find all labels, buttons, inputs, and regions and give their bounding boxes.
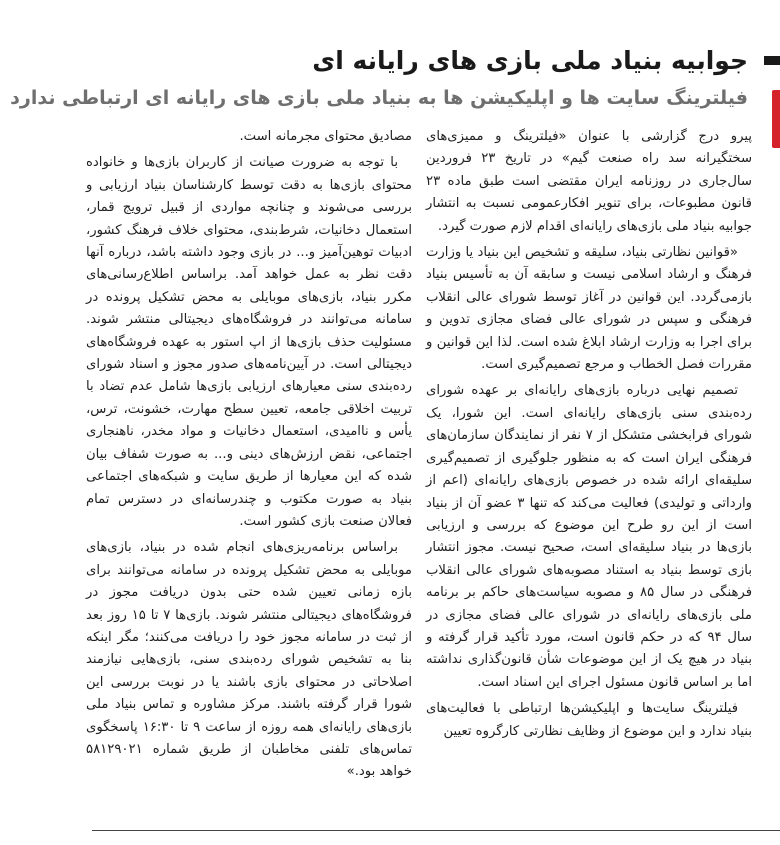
paragraph: فیلترینگ سایت‌ها و اپلیکیشن‌ها ارتباطی با فعالیت‌های بنیاد ندارد و این موضوع از وظایف نظارتی کارگروه تعیین — [426, 701, 752, 739]
paragraph: براساس برنامه‌ریزی‌های انجام شده در بنیاد، بازی‌های موبایلی به محض تشکیل پرونده در سامانه می‌توانند برای بازه زمانی تعیین شده حتی بدون دریافت مجوز در فروشگاه‌های دیجیتالی منتشر شوند. بازی‌ها ۷ تا ۱۵ روز بعد از ثبت در سامانه مجوز خود را دریافت می‌کنند؛ مگر اینکه بنا به تشخیص شورای رده‌بندی سنی، بازی‌هایی نیازمند اصلاحاتی در محتوای بازی باشند یا در نوبت بررسی این شورا قرار گرفته باشند. مرکز مشاوره و تماس بنیاد ملی بازی‌های رایانه‌ای همه روزه از ساعت ۹ تا ۱۶:۳۰ پاسخگوی تماس‌های تلفنی مخاطبان از طریق شماره ۵۸۱۲۹۰۲۱ خواهد بود.» — [86, 540, 412, 780]
paragraph: تصمیم نهایی درباره بازی‌های رایانه‌ای بر عهده شورای رده‌بندی سنی بازی‌های رایانه‌ای است. این شورا، یک شورای فرابخشی متشکل از ۷ نفر از نمایندگان سازمان‌های فرهنگی ایران است که به منظور جلوگیری از تصمیم‌گیری سلیقه‌ای ارائه شده در خصوص بازی‌های رایانه‌ای (اعم از وارداتی و تولیدی) فعالیت می‌کند که تنها ۳ عضو آن از بنیاد است از این رو طرح این موضوع که بررسی و ارزیابی بازی‌ها در بنیاد سلیقه‌ای است، صحیح نیست. مجوز انتشار بازی توسط بنیاد به استناد مصوبه‌های شورای عالی انقلاب فرهنگی در سال ۸۵ و مصوبه سیاست‌های حاکم بر برنامه ملی بازی‌های رایانه‌ای در شورای عالی فضای مجازی در سال ۹۴ که در حکم قانون است، مورد تأکید قرار گرفته و بنیاد در هیچ یک از این موضوعات شأن قانون‌گذاری نداشته اما بر اساس قانون مسئول اجرای این اسناد است. — [426, 383, 752, 690]
paragraph: «قوانین نظارتی بنیاد، سلیقه و تشخیص این بنیاد یا وزارت فرهنگ و ارشاد اسلامی نیست و سابقه آن به تأسیس بنیاد بازمی‌گردد. این قوانین در آغاز توسط شورای عالی انقلاب فرهنگی و سپس در شورای عالی فضای مجازی تدوین و برای اجرا به وزارت ارشاد ابلاغ شده است. لذا این قوانین و مقررات فصل الخطاب و مرجع تصمیم‌گیری است. — [426, 245, 752, 373]
article-column-right — [426, 126, 752, 747]
bottom-divider — [92, 830, 780, 831]
article-headline: جوابیه بنیاد ملی بازی های رایانه ای — [312, 46, 748, 75]
article-subheadline: فیلترینگ سایت ها و اپلیکیشن ها به بنیاد ملی بازی های رایانه ای ارتباطی ندارد — [10, 87, 748, 109]
paragraph: پیرو درج گزارشی با عنوان «فیلترینگ و ممیزی‌های سختگیرانه سد راه صنعت گیم» در تاریخ ۲۳ فروردین سال‌جاری در روزنامه ایران مقتضی است طبق ماده ۲۳ قانون مطبوعات، برای تنویر افکارعمومی نسبت به انتشار جوابیه بنیاد ملی بازی‌های رایانه‌ای اقدام لازم صورت گیرد. — [426, 129, 752, 234]
article-column-left — [86, 126, 412, 788]
paragraph: با توجه به ضرورت صیانت از کاربران بازی‌ها و خانواده محتوای بازی‌ها به دقت توسط کارشناسان بنیاد ارزیابی و بررسی می‌شوند و چنانچه مواردی از قبیل ترویج قمار، استعمال دخانیات، شرط‌بندی، محتوای خلاف فرهنگ کشور، ادبیات توهین‌آمیز و... در بازی وجود داشته باشد، درباره آنها دقت نظر به عمل خواهد آمد. براساس اطلاع‌رسانی‌های مکرر بنیاد، بازی‌های موبایلی به محض تشکیل پرونده در سامانه می‌توانند در فروشگاه‌های دیجیتالی منتشر شوند. مسئولیت حذف بازی‌ها از اپ استور به عهده فروشگاه‌های دیجیتالی است. در آیین‌نامه‌های صدور مجوز و اسناد شورای رده‌بندی سنی معیارهای ارزیابی بازی‌ها شامل عدم تضاد با تربیت اخلاقی جامعه، تعیین سطح مهارت، خشونت، ترس، یأس و ناامیدی، استعمال دخانیات و مواد مخدر، ناهنجاری اجتماعی، نقض ارزش‌های دینی و... به صورت شفاف بیان شده که این معیارها از طریق سایت و شبکه‌های اجتماعی بنیاد به صورت مکتوب و چندرسانه‌ای در دسترس تمام فعالان صنعت بازی کشور است. — [86, 155, 412, 529]
section-accent-tab — [772, 90, 780, 148]
paragraph: مصادیق محتوای مجرمانه است. — [239, 129, 412, 144]
section-marker — [764, 56, 780, 65]
